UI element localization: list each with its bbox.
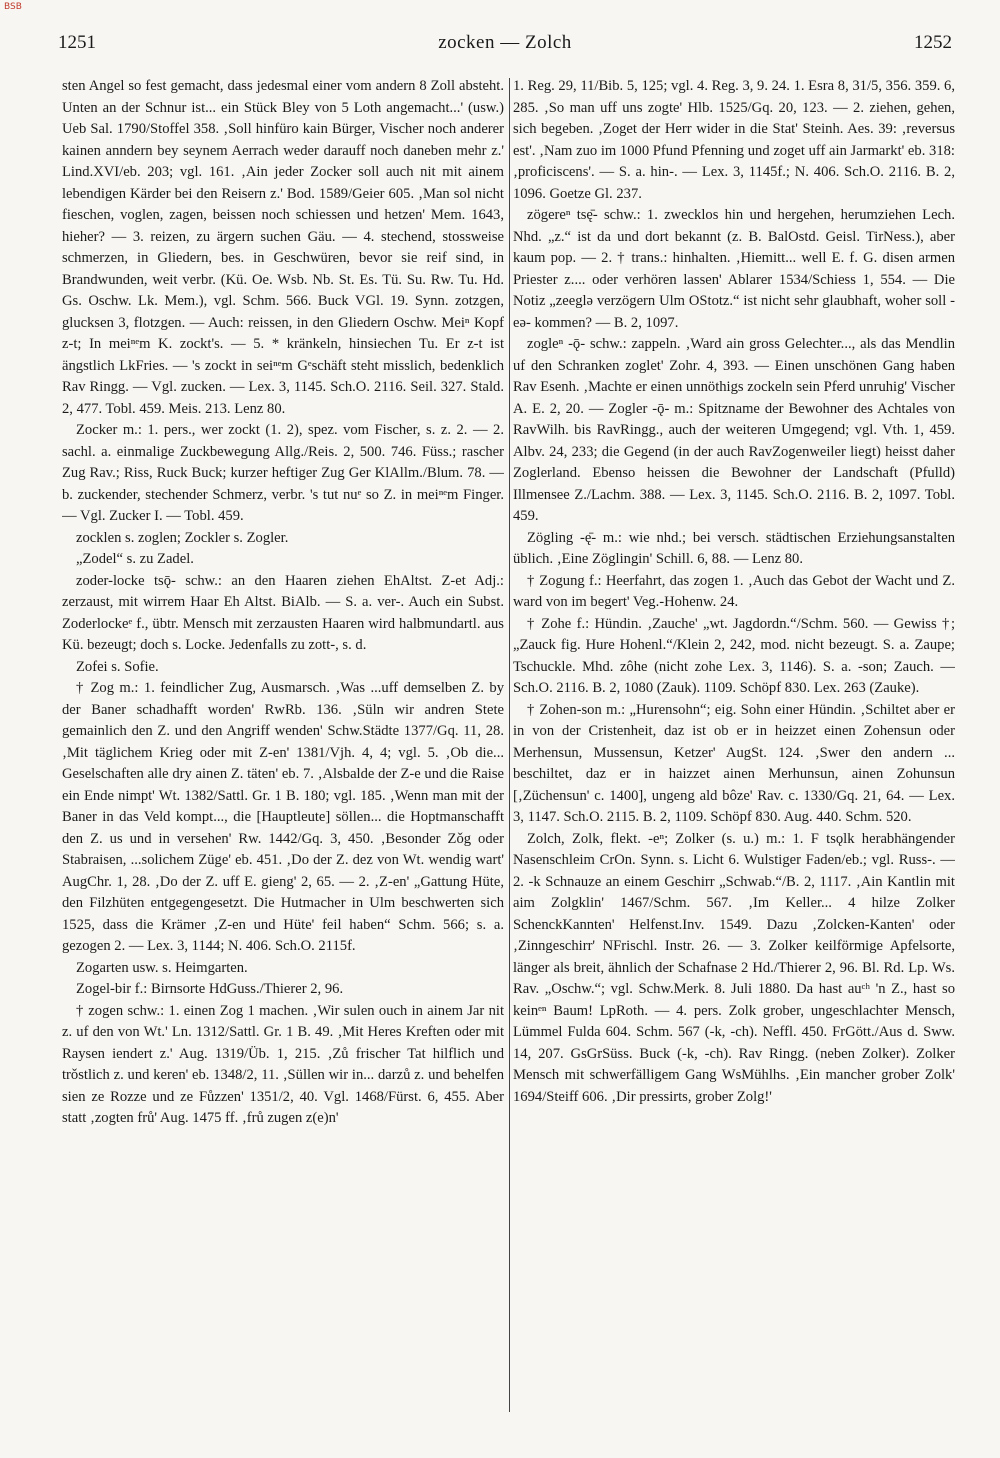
entry-zogarten: Zogarten usw. s. Heimgarten. [76,959,248,976]
entry-zog: † Zog m.: 1. feindlicher Zug, Ausmarsch. ‚Was ...uff demselben Z. by der Baner schadhafft worden' RwRb. 136. ‚Süln wir andren Stete gemainlich den Z. und den Angriff wenden' Schw.Städte 1377/Gq. 11, 28. ‚Mit täglichem Krieg oder mit Z-en' 1381/Vjh. 4, 4; vgl. 5. ‚Ob die... Geselschaften alle dry ainen Z. täten' eb. 7. ‚Alsbalde der Z-e und die Raise ein Ende nimpt' Wt. 1382/Sattl. Gr. 1 B. 180; vgl. 185. ‚Wenn man mit der Baner in das Veld kompt..., die [Hauptleute] söllen... die Hoptmanschafft den Z. us und in versehen' Rw. 1442/Gq. 3, 450. ‚Besonder Zǒg oder Stabraisen, ...solichem Züge' eb. 451. ‚Do der Z. dez von Wt. wendig wart' AugChr. 1, 28. ‚Do der Z. uff E. gieng' 2, 65. — 2. ‚Z-en' „Gattung Hüte, den Filzhüten entgegengesetzt. Die Hutmacher in Ulm beschwerten sich 1525, dass die Krämer ‚Z-en und Hüte' feil haben“ Schm. 566; s. a. gezogen 2. — Lex. 3, 1144; N. 406. Sch.O. 2115f. [62,680,504,954]
entry-zofei: Zofei s. Sofie. [76,658,159,675]
entry-zodel: „Zodel“ s. zu Zadel. [76,551,194,567]
column-divider [509,78,510,1412]
entry-zoegling: Zögling -ę̄- m.: wie nhd.; bei versch. städtischen Erziehungsanstalten üblich. ‚Eine Zöglingin' Schill. 6, 88. — Lenz 80. [513,529,955,567]
left-column [62,76,504,1446]
left-page-number: 1251 [58,32,96,53]
entry-zogung: † Zogung f.: Heerfahrt, das zogen 1. ‚Auch das Gebot der Wacht und Z. ward von im begert' Veg.-Hohenw. 24. [513,572,955,610]
entry-zohe: † Zohe f.: Hündin. ‚Zauche' „wt. Jagdordn.“/Schm. 560. — Gewiss †; „Zauck fig. Hure Hohenl.“/Klein 2, 242, mod. nicht bezeugt. S. a. Zaupe; Tschuckle. Mhd. zôhe (nicht zohe Lex. 3, 1146). S. a. -son; Zauch. — Sch.O. 2116. B. 2, 1080 (Zauk). 1109. Schöpf 830. Lex. 263 (Zauke). [513,615,955,696]
paragraph: 1. Reg. 29, 11/Bib. 5, 125; vgl. 4. Reg. 3, 9. 24. 1. Esra 8, 31/5, 356. 359. 6, 285. ‚So man uff uns zogte' Hlb. 1525/Gq. 20, 123. — 2. ziehen, gehen, sich begeben. ‚Zoget der Herr wider in die Stat' Steinh. Aes. 39: ‚reversus est'. ‚Nam zuo im 1000 Pfund Pfenning und zoget uff ain Jarmarkt' eb. 318: ‚proficiscens'. — S. a. hin-. — Lex. 3, 1145f.; N. 406. Sch.O. 2116. B. 2, 1096. Goetze Gl. 237. [513,78,955,202]
entry-zogel-bir: Zogel-bir f.: Birnsorte HdGuss./Thierer 2, 96. [76,981,344,997]
entry-zocklen: zocklen s. zoglen; Zockler s. Zogler. [76,529,289,546]
library-stamp: BSB [4,2,22,12]
entry-zohen-son: † Zohen-son m.: „Hurensohn“; eig. Sohn einer Hündin. ‚Schiltet aber er in von der Cristenheit, daz ist ob er in heizzet einen Zohensun oder Merhensun, Mussensun, Ketzer' AugSt. 124. ‚Swer den andern ... beschiltet, daz er in haizzet ainen Merhunsun, ainen Zohunsun [‚Züchensun' c. 1400], ungeng ald bôze' Rav. c. 1330/Gq. 21, 64. — Lex. 3, 1147. Sch.O. 2115. B. 2, 1109. Schöpf 830. Aug. 440. Schm. 520. [513,701,955,825]
entry-zocker: Zocker m.: 1. pers., wer zockt (1. 2), spez. vom Fischer, s. z. 2. — 2. sachl. a. einmalige Zuckbewegung Allg./Reis. 2, 500. 746. Füss.; rascher Zug Rav.; Riss, Ruck Buck; kurzer heftiger Zug Ger KlAllm./Blum. 78. — b. zuckender, stechender Schmerz, verbr. 's tut nuᵉ so Z. in meiⁿᵉm Finger. — Vgl. Zucker I. — Tobl. 459. [62,422,504,524]
entry-zoglen: zogleⁿ -ǭ- schw.: zappeln. ‚Ward ain gross Gelechter..., als das Mendlin uf den Schranken zoglet' Zohr. 4, 393. — Einen unschönen Gang haben Rav Esenh. ‚Machte er einen unnöthigs zockeln sein Pferd unruhig' Vischer A. E. 2, 20. — Zogler -ǭ- m.: Spitzname der Bewohner des Achtales von RavWilh. bis RavRingg., auch der weiteren Umgegend; vgl. Vth. 1, 459. Albv. 24, 233; die Gegend (in der auch RavZogenweiler liegt) heisst daher Zoglerland. Ebenso heissen die Bewohner der Landschaft (Pfulld) Illmensee Z./Lachm. 388. — Lex. 3, 1145. Sch.O. 2116. B. 2, 1097. Tobl. 459. [513,336,955,524]
entry-zogen: † zogen schw.: 1. einen Zog 1 machen. ‚Wir sulen ouch in ainem Jar nit z. uf den von Wt.' Ln. 1312/Sattl. Gr. 1 B. 49. ‚Mit Heres Kreften oder mit Raysen iendert z.' Aug. 1319/Üb. 1, 215. ‚Zů frischer Tat hilflich und trǒstlich z. und keren' eb. 1348/2, 11. ‚Süllen wir in... darzů z. und behelfen sien ze Rozze und ze Fůzzen' 1351/2, 40. Vgl. 1468/Fürst. 6, 455. Aber statt ‚zogten frů' Aug. 1475 ff. ‚frů zugen z(e)n' [62,1002,504,1126]
paragraph: sten Angel so fest gemacht, dass jedesmal einer vom andern 8 Zoll absteht. Unten an der Schnur ist... ein Stück Bley von 5 Loth angemacht...' (usw.) Ueb Sal. 1790/Stoffel 358. ‚Soll hinfüro kain Bürger, Vischer noch anderer kainen anndern bey seynem Aerrach weder darauff noch daneben mehr z.' Lind.XVI/eb. 203; vgl. 161. ‚Ain jeder Zocker soll auch nit mit ainem lebendigen Kärder bei den Reisern z.' Bod. 1589/Geier 605. ‚Man sol nicht fieschen, voglen, zagen, beissen noch schiessen und hetzen' Mem. 1643, hieher? — 3. reizen, zu ärgern suchen Gäu. — 4. stechend, stossweise schmerzen, in Gliedern, bes. in Geschwüren, bevor sie reif sind, in Brandwunden, weit verbr. (Kü. Oe. Wsb. Nb. St. Es. Tü. Su. Rw. Tu. Hd. Gs. Oschw. Lk. Mem.), vgl. Schm. 566. Buck VGl. 19. Synn. zotzgen, glucksen 3, flotzgen. — Auch: reissen, in den Gliedern Oschw. Meiⁿ Kopf z-t; In meiⁿᵉm K. zockt's. — 5. * kränkeln, hinsiechen Tu. Er z-t ist ängstlich LkFries. — 's zockt in seiⁿᵉm Gᵉschäft steht misslich, bedenklich Rav Ringg. — Vgl. zucken. — Lex. 3, 1145. Sch.O. 2116. Seil. 327. Stald. 2, 477. Tobl. 459. Meis. 213. Lenz 80. [62,78,504,417]
right-page-number: 1252 [914,32,952,53]
page-header [58,32,952,58]
right-column [513,76,955,1446]
entry-zoegeren: zögereⁿ tsę̄- schw.: 1. zwecklos hin und hergehen, herumziehen Lech. Nhd. „z.“ ist da und dort bekannt (z. B. BalOstd. Geisl. TirNess.), aber kaum pop. — 2. † trans.: hinhalten. ‚Hiemitt... well E. f. G. disen armen Priester z.... oder verhören lassen' Ablarer 1534/Schiess 1, 554. — Die Notiz „zeeglə verzögern Ulm OStotz.“ ist nicht sehr glaubhaft, woher soll -eə- kommen? — B. 2, 1097. [513,207,955,331]
entry-zoder-locke: zoder-locke tsǭ- schw.: an den Haaren ziehen EhAltst. Z-et Adj.: zerzaust, mit wirrem Haar Eh Altst. BiAlb. — S. a. ver-. Auch ein Subst. Zoderlockeᵉ f., übtr. Mensch mit zerzausten Haaren wird halbmundartl. aus Kü. bezeugt; doch s. Locke. Jedenfalls zu zott-, s. d. [62,572,504,653]
entry-zolch: Zolch, Zolk, flekt. -eⁿ; Zolker (s. u.) m.: 1. F tsǫlk herabhängender Nasenschleim CrOn. Synn. s. Licht 6. Wulstiger Faden/eb.; vgl. Russ-. — 2. -k Schnauze an einem Geschirr „Schwab.“/B. 2, 1117. ‚Ain Kantlin mit aim Zolgklin' 1467/Schm. 567. ‚Im Keller... 4 hilze Zolker SchenckKannten' Helfenst.Inv. 1549. Dazu ‚Zolcken-Kanten' oder ‚Zinngeschirr' NFrischl. Instr. 26. — 3. Zolker keilförmige Apfelsorte, länger als breit, ähnlich der Schafnase 2 Hd./Thierer 2, 96. Bl. Rd. Lp. Ws. Rav. „Oschw.“; vgl. Schw.Merk. 8. Juli 1880. Da hast auᶜʰ 'n Z., hast so keinᵉⁿ Baum! LpRoth. — 4. pers. Zolk grober, ungeschlachter Mensch, Lümmel Fulda 604. Schm. 567 (-k, -ch). Neffl. 450. FrGött./Aus d. Sww. 14, 207. GsGrSüss. Buck (-k, -ch). Rav Ringg. (neben Zolker). Zolker Mensch mit schwerfälligem Gang WsMühlhs. ‚Ein mancher grober Zolk' 1694/Steiff 606. ‚Dir pressirts, grober Zolg!' [513,830,955,1105]
page-title: zocken — Zolch [438,32,572,53]
